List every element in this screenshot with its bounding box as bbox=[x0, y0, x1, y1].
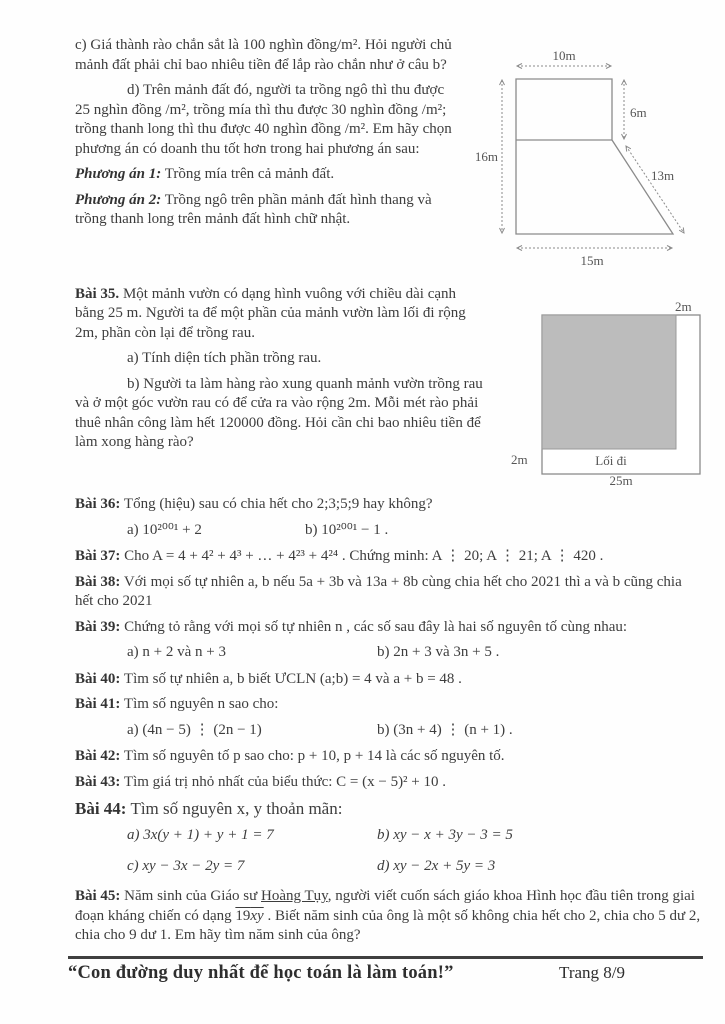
plan2-label: Phương án 2: bbox=[75, 191, 162, 208]
problem35-item-a: a) Tính diện tích phần trồng rau. bbox=[127, 350, 322, 366]
problem45-part3: . Biết năm sinh của ông là một số không chia hết cho 2, chia cho 5 dư 2, chia cho 9 dư 1. Em hãy tìm năm sinh của ông? bbox=[75, 907, 701, 944]
problem41-statement bbox=[75, 695, 703, 715]
plan1-label: Phương án 1: bbox=[75, 166, 162, 182]
problem43-statement bbox=[75, 773, 703, 793]
garden-diagram-container bbox=[493, 285, 703, 496]
problem45-label: Bài 45: bbox=[75, 888, 121, 905]
plan1-line bbox=[75, 165, 453, 185]
land-diagram-container bbox=[468, 46, 703, 285]
problem41-items bbox=[127, 721, 703, 741]
problem38-text: Với mọi số tự nhiên a, b nếu 5a + 3b và 13a + 8b cùng chia hết cho 2021 thì a và b cũng chia hết cho 2021 bbox=[75, 573, 682, 609]
problem44-item-b: b) xy − x + 3y − 3 = 5 bbox=[377, 827, 513, 844]
page-content bbox=[75, 36, 703, 952]
problem38-statement bbox=[75, 573, 703, 612]
dim-label-16m: 16m bbox=[474, 149, 498, 164]
problem34c-paragraph: c) Giá thành rào chắn sắt là 100 nghìn đồng/m². Hỏi người chủ mảnh đất phải chỉ bao nhiêu tiền để lắp rào chắn như ở câu b? bbox=[75, 37, 452, 73]
footer-motto: “Con đường duy nhất để học toán là làm toán!” bbox=[68, 963, 454, 983]
dim-label-15m: 15m bbox=[580, 253, 604, 268]
problem39-item-a: a) n + 2 và n + 3 bbox=[127, 644, 226, 660]
problem38-label: Bài 38: bbox=[75, 573, 121, 590]
section-problem35 bbox=[75, 285, 703, 496]
dim-arrow-13m bbox=[626, 146, 684, 233]
problem44-label: Bài 44: bbox=[75, 799, 127, 818]
problem35-text: Một mảnh vườn có dạng hình vuông với chiều dài cạnh bằng 25 m. Người ta để một phần của mảnh vườn làm lối đi rộng 2m, phần còn lại để trồng rau. bbox=[75, 285, 466, 341]
plan2-text: Trồng ngô trên phần mảnh đất hình thang và trồng thanh long trên mảnh đất hình chữ nhật. bbox=[75, 191, 432, 227]
problem45-author-name: Hoàng Tụy bbox=[261, 888, 328, 905]
problem34-text-column bbox=[75, 36, 453, 285]
problem40-statement bbox=[75, 670, 703, 690]
problem37-label: Bài 37: bbox=[75, 548, 121, 564]
dim-label-13m: 13m bbox=[651, 168, 675, 183]
plot-outline bbox=[516, 79, 673, 234]
problem36-statement bbox=[75, 495, 703, 515]
problem40-text: Tìm số tự nhiên a, b biết ƯCLN (a;b) = 4 và a + b = 48 . bbox=[123, 670, 462, 687]
dim-label-6m: 6m bbox=[630, 105, 647, 120]
problem35-item-b: b) Người ta làm hàng rào xung quanh mảnh vườn trồng rau và ở một góc vườn rau có để cửa ra vào rộng 2m. Mỗi mét rào phải thuê nhân công làm hết 120000 đồng. Hỏi cần chi bao nhiêu tiền để làm xong hàng rào? bbox=[75, 375, 483, 450]
garden-label-25m: 25m bbox=[609, 472, 633, 488]
year-formula-digits: 19 bbox=[235, 907, 251, 924]
problem44-statement bbox=[75, 798, 703, 820]
problem44-item-c: c) xy − 3x − 2y = 7 bbox=[127, 857, 245, 874]
problem45-year-formula bbox=[235, 908, 263, 924]
problem35-text-column bbox=[75, 285, 483, 496]
problem43-label: Bài 43: bbox=[75, 773, 121, 790]
problem45-statement bbox=[75, 887, 703, 946]
problem35-statement bbox=[75, 285, 483, 344]
problem44-item-d: d) xy − 2x + 5y = 3 bbox=[377, 857, 496, 874]
section-problem34 bbox=[75, 36, 703, 285]
problem39-label: Bài 39: bbox=[75, 618, 121, 635]
garden-label-walkway: Lối đi bbox=[595, 452, 627, 468]
problem36-item-b: b) 10²⁰⁰¹ − 1 . bbox=[305, 521, 389, 538]
garden-label-2m-top: 2m bbox=[675, 298, 692, 314]
garden-vegetable-area bbox=[542, 315, 676, 449]
problem42-label: Bài 42: bbox=[75, 748, 121, 764]
problem39-statement bbox=[75, 618, 703, 638]
garden-diagram bbox=[493, 287, 703, 489]
footer-page-number: Trang 8/9 bbox=[559, 963, 625, 982]
problem39-items bbox=[127, 643, 703, 663]
problem36-text: Tổng (hiệu) sau có chia hết cho 2;3;5;9 hay không? bbox=[123, 496, 433, 512]
problem44-items-row2 bbox=[127, 857, 703, 877]
plan1-text: Trồng mía trên cả mảnh đất. bbox=[164, 166, 335, 182]
problem34d-paragraph: d) Trên mảnh đất đó, người ta trồng ngô thì thu được 25 nghìn đồng /m², trồng mía thì thu được 30 nghìn đồng /m²; trồng thanh long thì thu được 40 nghìn đồng /m². Em hãy chọn phương án có doanh thu tốt hơn trong hai phương án sau: bbox=[75, 82, 452, 157]
problem41-item-a: a) (4n − 5) ⋮ (2n − 1) bbox=[127, 721, 262, 738]
problem36-label: Bài 36: bbox=[75, 496, 121, 512]
problem44-text: Tìm số nguyên x, y thoản mãn: bbox=[130, 799, 343, 818]
problem43-text: Tìm giá trị nhỏ nhất của biểu thức: C = (x − 5)² + 10 . bbox=[123, 773, 447, 790]
problem40-label: Bài 40: bbox=[75, 670, 121, 687]
problem37-text: Cho A = 4 + 4² + 4³ + … + 4²³ + 4²⁴ . Chứng minh: A ⋮ 20; A ⋮ 21; A ⋮ 420 . bbox=[124, 548, 604, 564]
problem39-text: Chứng tỏ rằng với mọi số tự nhiên n , các số sau đây là hai số nguyên tố cùng nhau: bbox=[124, 618, 628, 635]
dim-label-10m: 10m bbox=[552, 48, 576, 63]
problem45-part1: Năm sinh của Giáo sư bbox=[124, 888, 262, 905]
year-formula-variables: xy bbox=[250, 907, 264, 924]
problem41-text: Tìm số nguyên n sao cho: bbox=[123, 696, 279, 712]
problem44-items-row1 bbox=[127, 826, 703, 846]
problem44-item-a: a) 3x(y + 1) + y + 1 = 7 bbox=[127, 827, 274, 844]
problem36-items bbox=[127, 521, 703, 541]
problem39-item-b: b) 2n + 3 và 3n + 5 . bbox=[377, 644, 500, 660]
problem42-statement bbox=[75, 747, 703, 767]
problem45-part2: , người viết cuốn sách giáo khoa Hình học đầu tiên trong giai đoạn kháng chiến có dạng bbox=[75, 888, 695, 924]
page-footer bbox=[68, 956, 703, 984]
garden-label-2m-left: 2m bbox=[511, 451, 528, 467]
problem35-label: Bài 35. bbox=[75, 285, 120, 302]
problem36-item-a: a) 10²⁰⁰¹ + 2 bbox=[127, 521, 202, 538]
problem41-label: Bài 41: bbox=[75, 696, 121, 712]
plan2-line bbox=[75, 191, 453, 230]
problem41-item-b: b) (3n + 4) ⋮ (n + 1) . bbox=[377, 721, 513, 738]
problem37-statement bbox=[75, 547, 703, 567]
problem42-text: Tìm số nguyên tố p sao cho: p + 10, p + 14 là các số nguyên tố. bbox=[123, 748, 505, 764]
land-plot-diagram bbox=[468, 46, 703, 278]
